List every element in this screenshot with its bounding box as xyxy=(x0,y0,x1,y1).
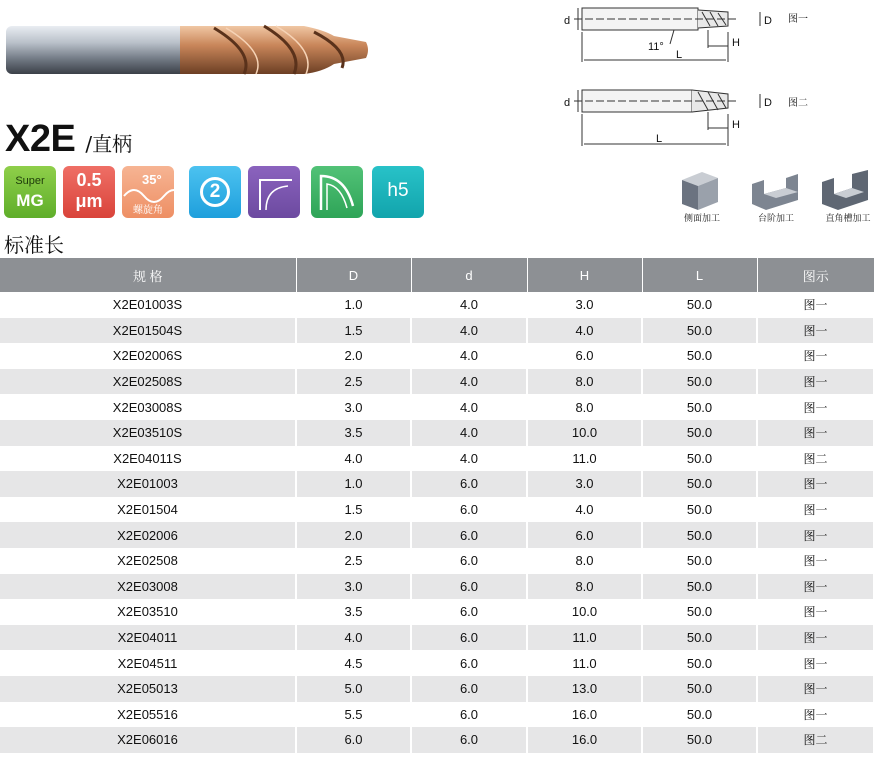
slot-milling-icon xyxy=(818,170,874,222)
cell-L: 50.0 xyxy=(642,420,757,446)
cell-figure: 图一 xyxy=(757,292,874,318)
cell-D: 3.0 xyxy=(296,394,411,420)
cell-L: 50.0 xyxy=(642,548,757,574)
cell-d: 4.0 xyxy=(411,292,527,318)
precision-unit: μm xyxy=(75,191,103,211)
table-row xyxy=(0,420,874,446)
dim-d-label: d xyxy=(564,15,571,27)
cell-spec: X2E03510 xyxy=(0,599,296,625)
cell-spec: X2E03008 xyxy=(0,574,296,600)
product-title xyxy=(5,118,132,161)
table-row xyxy=(0,369,874,395)
coating-badge xyxy=(4,166,56,218)
angle-label: 11° xyxy=(648,41,664,53)
cell-H: 13.0 xyxy=(527,676,642,702)
table-row xyxy=(0,702,874,728)
cell-figure: 图一 xyxy=(757,343,874,369)
cell-spec: X2E04511 xyxy=(0,650,296,676)
table-row xyxy=(0,446,874,472)
cell-D: 4.5 xyxy=(296,650,411,676)
cell-d: 6.0 xyxy=(411,471,527,497)
precision-badge xyxy=(63,166,115,218)
cell-L: 50.0 xyxy=(642,702,757,728)
cell-figure: 图二 xyxy=(757,446,874,472)
coating-bottom-text: MG xyxy=(16,191,44,210)
cell-d: 6.0 xyxy=(411,497,527,523)
cell-H: 3.0 xyxy=(527,292,642,318)
cell-L: 50.0 xyxy=(642,292,757,318)
cell-figure: 图一 xyxy=(757,574,874,600)
table-row xyxy=(0,574,874,600)
cell-spec: X2E04011 xyxy=(0,625,296,651)
square-corner-icon xyxy=(248,166,300,218)
cell-H: 8.0 xyxy=(527,574,642,600)
cell-H: 6.0 xyxy=(527,522,642,548)
cell-spec: X2E01504 xyxy=(0,497,296,523)
cell-L: 50.0 xyxy=(642,369,757,395)
table-row xyxy=(0,522,874,548)
cell-H: 11.0 xyxy=(527,650,642,676)
cell-d: 6.0 xyxy=(411,548,527,574)
cell-D: 3.0 xyxy=(296,574,411,600)
table-row xyxy=(0,727,874,753)
cell-D: 2.0 xyxy=(296,522,411,548)
shank-type: /直柄 xyxy=(85,132,133,156)
header-figure: 图示 xyxy=(757,258,874,292)
cell-figure: 图一 xyxy=(757,394,874,420)
coating-top-text: Super xyxy=(15,175,45,187)
cell-H: 10.0 xyxy=(527,599,642,625)
table-row xyxy=(0,394,874,420)
header-D: D xyxy=(296,258,411,292)
table-row xyxy=(0,650,874,676)
table-row xyxy=(0,676,874,702)
precision-value: 0.5 xyxy=(76,170,102,190)
cell-D: 1.5 xyxy=(296,497,411,523)
header-L: L xyxy=(642,258,757,292)
cell-spec: X2E05516 xyxy=(0,702,296,728)
cell-d: 6.0 xyxy=(411,625,527,651)
cell-H: 10.0 xyxy=(527,420,642,446)
cell-H: 3.0 xyxy=(527,471,642,497)
end-shape-badge xyxy=(311,166,363,218)
flute-count-badge xyxy=(189,166,241,218)
cell-H: 16.0 xyxy=(527,727,642,753)
cell-D: 3.5 xyxy=(296,420,411,446)
cell-d: 4.0 xyxy=(411,343,527,369)
dim-d-label-2: d xyxy=(564,97,571,109)
header-spec: 规 格 xyxy=(0,258,296,292)
cell-H: 8.0 xyxy=(527,548,642,574)
side-milling-shape xyxy=(672,170,732,212)
cell-L: 50.0 xyxy=(642,497,757,523)
cell-D: 1.0 xyxy=(296,292,411,318)
cell-D: 2.0 xyxy=(296,343,411,369)
table-row xyxy=(0,497,874,523)
cell-L: 50.0 xyxy=(642,650,757,676)
header-H: H xyxy=(527,258,642,292)
side-milling-label: 侧面加工 xyxy=(683,214,720,224)
cell-d: 6.0 xyxy=(411,727,527,753)
cell-H: 6.0 xyxy=(527,343,642,369)
dimension-drawing xyxy=(556,0,826,150)
cell-H: 4.0 xyxy=(527,318,642,344)
cell-L: 50.0 xyxy=(642,446,757,472)
cell-spec: X2E01003S xyxy=(0,292,296,318)
cell-L: 50.0 xyxy=(642,625,757,651)
tolerance-value: h5 xyxy=(387,180,409,201)
cell-d: 4.0 xyxy=(411,446,527,472)
cell-D: 5.0 xyxy=(296,676,411,702)
cell-D: 4.0 xyxy=(296,446,411,472)
cell-d: 6.0 xyxy=(411,574,527,600)
step-milling-icon xyxy=(746,170,806,222)
cell-spec: X2E02508S xyxy=(0,369,296,395)
side-milling-icon xyxy=(672,170,732,222)
table-row xyxy=(0,343,874,369)
step-milling-label: 台阶加工 xyxy=(757,214,794,224)
cell-D: 1.0 xyxy=(296,471,411,497)
cell-spec: X2E03510S xyxy=(0,420,296,446)
cell-L: 50.0 xyxy=(642,599,757,625)
dim-L-label-2: L xyxy=(656,133,663,145)
table-row xyxy=(0,625,874,651)
product-code: X2E xyxy=(5,118,76,160)
cell-figure: 图一 xyxy=(757,676,874,702)
cell-figure: 图二 xyxy=(757,727,874,753)
cell-L: 50.0 xyxy=(642,343,757,369)
end-mill-photo xyxy=(4,22,370,78)
cell-figure: 图一 xyxy=(757,548,874,574)
slot-milling-label: 直角槽加工 xyxy=(825,214,871,224)
cell-figure: 图一 xyxy=(757,625,874,651)
cell-d: 6.0 xyxy=(411,599,527,625)
fig1-label: 图一 xyxy=(788,14,808,25)
cell-H: 4.0 xyxy=(527,497,642,523)
cell-spec: X2E03008S xyxy=(0,394,296,420)
length-type-label: 标准长 xyxy=(4,233,64,257)
dim-H-label-2: H xyxy=(732,119,740,131)
cell-L: 50.0 xyxy=(642,522,757,548)
cell-figure: 图一 xyxy=(757,369,874,395)
table-row xyxy=(0,471,874,497)
cell-d: 4.0 xyxy=(411,394,527,420)
cell-figure: 图一 xyxy=(757,702,874,728)
cell-d: 4.0 xyxy=(411,369,527,395)
cell-D: 3.5 xyxy=(296,599,411,625)
cell-spec: X2E02006S xyxy=(0,343,296,369)
cell-d: 6.0 xyxy=(411,522,527,548)
flute-count: 2 xyxy=(209,181,221,202)
slot-milling-shape xyxy=(818,170,874,212)
helix-angle-label: 螺旋角 xyxy=(133,205,163,216)
table-row xyxy=(0,318,874,344)
cell-L: 50.0 xyxy=(642,574,757,600)
table-row xyxy=(0,292,874,318)
cell-spec: X2E05013 xyxy=(0,676,296,702)
dim-L-label: L xyxy=(676,49,683,61)
cell-spec: X2E06016 xyxy=(0,727,296,753)
header-d: d xyxy=(411,258,527,292)
cell-D: 2.5 xyxy=(296,369,411,395)
cell-D: 6.0 xyxy=(296,727,411,753)
cell-d: 6.0 xyxy=(411,650,527,676)
cell-L: 50.0 xyxy=(642,676,757,702)
cell-H: 8.0 xyxy=(527,369,642,395)
table-row xyxy=(0,599,874,625)
dim-H-label: H xyxy=(732,37,740,49)
cell-spec: X2E01003 xyxy=(0,471,296,497)
cell-figure: 图一 xyxy=(757,650,874,676)
cell-figure: 图一 xyxy=(757,318,874,344)
cell-figure: 图一 xyxy=(757,599,874,625)
cell-D: 1.5 xyxy=(296,318,411,344)
cell-D: 5.5 xyxy=(296,702,411,728)
table-row xyxy=(0,548,874,574)
dim-D-label: D xyxy=(764,15,772,27)
cell-spec: X2E04011S xyxy=(0,446,296,472)
corner-shape-badge xyxy=(248,166,300,218)
tolerance-badge xyxy=(372,166,424,218)
cell-H: 11.0 xyxy=(527,446,642,472)
table-header-row xyxy=(0,258,874,292)
cell-L: 50.0 xyxy=(642,471,757,497)
cell-L: 50.0 xyxy=(642,394,757,420)
cell-H: 16.0 xyxy=(527,702,642,728)
step-milling-shape xyxy=(746,170,806,212)
cell-figure: 图一 xyxy=(757,420,874,446)
spec-table xyxy=(0,258,874,753)
cell-figure: 图一 xyxy=(757,522,874,548)
cell-d: 4.0 xyxy=(411,420,527,446)
cell-figure: 图一 xyxy=(757,497,874,523)
cell-H: 8.0 xyxy=(527,394,642,420)
helix-angle-badge xyxy=(122,166,174,218)
cell-L: 50.0 xyxy=(642,318,757,344)
cell-d: 6.0 xyxy=(411,702,527,728)
cell-figure: 图一 xyxy=(757,471,874,497)
cell-D: 2.5 xyxy=(296,548,411,574)
cell-d: 6.0 xyxy=(411,676,527,702)
cell-H: 11.0 xyxy=(527,625,642,651)
cell-d: 4.0 xyxy=(411,318,527,344)
fig2-label: 图二 xyxy=(788,98,808,109)
cell-spec: X2E02006 xyxy=(0,522,296,548)
end-profile-icon xyxy=(311,166,363,218)
cell-spec: X2E01504S xyxy=(0,318,296,344)
helix-angle-value: 35° xyxy=(142,172,162,187)
cell-D: 4.0 xyxy=(296,625,411,651)
dim-D-label-2: D xyxy=(764,97,772,109)
cell-L: 50.0 xyxy=(642,727,757,753)
cell-spec: X2E02508 xyxy=(0,548,296,574)
